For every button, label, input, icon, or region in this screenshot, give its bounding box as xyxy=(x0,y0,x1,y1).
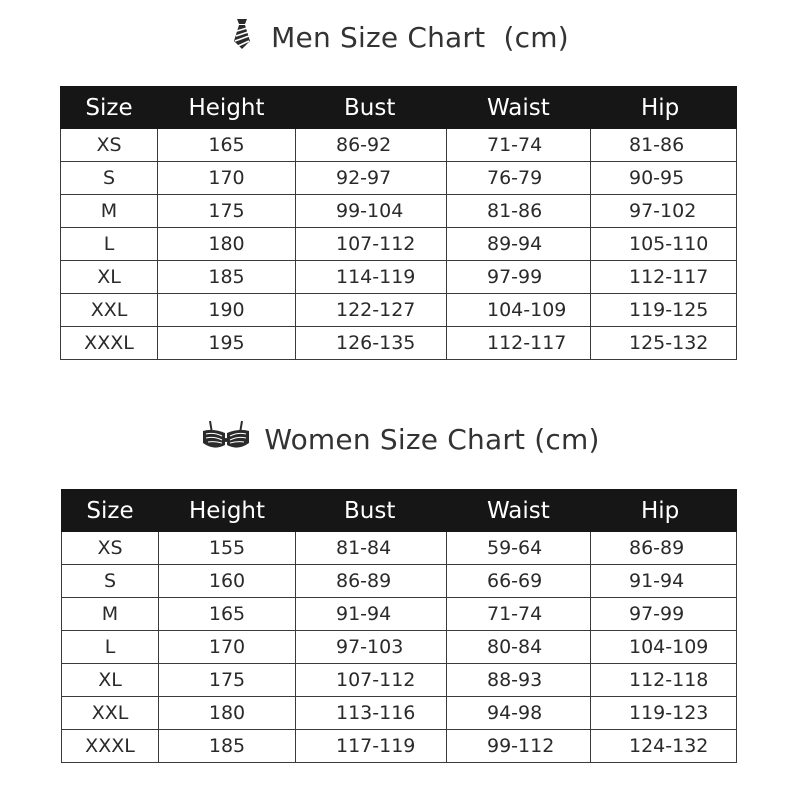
header-bust: Bust xyxy=(296,87,447,129)
table-row xyxy=(61,327,737,360)
cell-height: 170 xyxy=(158,162,296,195)
cell-size: S xyxy=(62,565,159,598)
header-size: Size xyxy=(62,490,159,532)
table-row xyxy=(62,532,737,565)
cell-hip: 112-118 xyxy=(591,664,737,697)
table-row xyxy=(62,631,737,664)
cell-bust: 107-112 xyxy=(296,228,447,261)
cell-size: XXL xyxy=(62,697,159,730)
cell-size: L xyxy=(62,631,159,664)
table-header-row xyxy=(61,87,737,129)
cell-size: XL xyxy=(61,261,158,294)
header-hip: Hip xyxy=(591,87,737,129)
cell-hip: 105-110 xyxy=(591,228,737,261)
header-hip: Hip xyxy=(591,490,737,532)
table-row xyxy=(61,228,737,261)
cell-hip: 104-109 xyxy=(591,631,737,664)
cell-bust: 114-119 xyxy=(296,261,447,294)
bra-icon xyxy=(200,419,252,460)
cell-bust: 92-97 xyxy=(296,162,447,195)
cell-bust: 117-119 xyxy=(296,730,447,763)
cell-size: XS xyxy=(61,129,158,162)
cell-size: M xyxy=(62,598,159,631)
cell-waist: 104-109 xyxy=(447,294,591,327)
header-waist: Waist xyxy=(447,490,591,532)
cell-waist: 88-93 xyxy=(447,664,591,697)
cell-waist: 81-86 xyxy=(447,195,591,228)
cell-bust: 86-92 xyxy=(296,129,447,162)
cell-height: 185 xyxy=(159,730,296,763)
cell-hip: 97-102 xyxy=(591,195,737,228)
cell-waist: 71-74 xyxy=(447,598,591,631)
cell-hip: 97-99 xyxy=(591,598,737,631)
header-waist: Waist xyxy=(447,87,591,129)
table-row xyxy=(61,195,737,228)
cell-size: L xyxy=(61,228,158,261)
men-size-table xyxy=(60,86,737,360)
cell-height: 155 xyxy=(159,532,296,565)
cell-waist: 80-84 xyxy=(447,631,591,664)
cell-hip: 81-86 xyxy=(591,129,737,162)
cell-hip: 125-132 xyxy=(591,327,737,360)
cell-height: 180 xyxy=(158,228,296,261)
cell-height: 195 xyxy=(158,327,296,360)
cell-height: 190 xyxy=(158,294,296,327)
cell-waist: 97-99 xyxy=(447,261,591,294)
women-size-table xyxy=(61,489,737,763)
cell-hip: 124-132 xyxy=(591,730,737,763)
cell-waist: 76-79 xyxy=(447,162,591,195)
table-row xyxy=(62,598,737,631)
header-height: Height xyxy=(159,490,296,532)
cell-waist: 94-98 xyxy=(447,697,591,730)
cell-hip: 90-95 xyxy=(591,162,737,195)
cell-height: 165 xyxy=(159,598,296,631)
cell-size: XL xyxy=(62,664,159,697)
table-row xyxy=(62,664,737,697)
table-row xyxy=(61,129,737,162)
cell-bust: 97-103 xyxy=(296,631,447,664)
cell-size: XXXL xyxy=(62,730,159,763)
men-chart-title: Men Size Chart (cm) xyxy=(271,20,569,54)
cell-height: 175 xyxy=(159,664,296,697)
cell-bust: 99-104 xyxy=(296,195,447,228)
cell-bust: 122-127 xyxy=(296,294,447,327)
cell-bust: 91-94 xyxy=(296,598,447,631)
cell-hip: 119-125 xyxy=(591,294,737,327)
cell-waist: 89-94 xyxy=(447,228,591,261)
cell-size: XS xyxy=(62,532,159,565)
cell-bust: 126-135 xyxy=(296,327,447,360)
cell-bust: 113-116 xyxy=(296,697,447,730)
cell-bust: 81-84 xyxy=(296,532,447,565)
cell-hip: 119-123 xyxy=(591,697,737,730)
cell-waist: 99-112 xyxy=(447,730,591,763)
table-row xyxy=(62,697,737,730)
cell-hip: 86-89 xyxy=(591,532,737,565)
cell-height: 175 xyxy=(158,195,296,228)
table-row xyxy=(62,730,737,763)
cell-hip: 91-94 xyxy=(591,565,737,598)
table-row xyxy=(61,294,737,327)
cell-waist: 71-74 xyxy=(447,129,591,162)
table-row xyxy=(61,162,737,195)
cell-size: XXL xyxy=(61,294,158,327)
cell-size: S xyxy=(61,162,158,195)
cell-bust: 107-112 xyxy=(296,664,447,697)
header-size: Size xyxy=(61,87,158,129)
cell-waist: 66-69 xyxy=(447,565,591,598)
women-chart-title-bar xyxy=(0,416,800,462)
cell-bust: 86-89 xyxy=(296,565,447,598)
cell-height: 180 xyxy=(159,697,296,730)
men-chart-title-bar xyxy=(0,14,800,60)
cell-hip: 112-117 xyxy=(591,261,737,294)
cell-height: 160 xyxy=(159,565,296,598)
cell-size: M xyxy=(61,195,158,228)
cell-height: 170 xyxy=(159,631,296,664)
table-row xyxy=(61,261,737,294)
cell-waist: 59-64 xyxy=(447,532,591,565)
header-bust: Bust xyxy=(296,490,447,532)
table-row xyxy=(62,565,737,598)
table-header-row xyxy=(62,490,737,532)
cell-height: 185 xyxy=(158,261,296,294)
cell-size: XXXL xyxy=(61,327,158,360)
cell-height: 165 xyxy=(158,129,296,162)
women-chart-title: Women Size Chart (cm) xyxy=(264,422,600,456)
cell-waist: 112-117 xyxy=(447,327,591,360)
header-height: Height xyxy=(158,87,296,129)
tie-icon xyxy=(231,18,253,57)
